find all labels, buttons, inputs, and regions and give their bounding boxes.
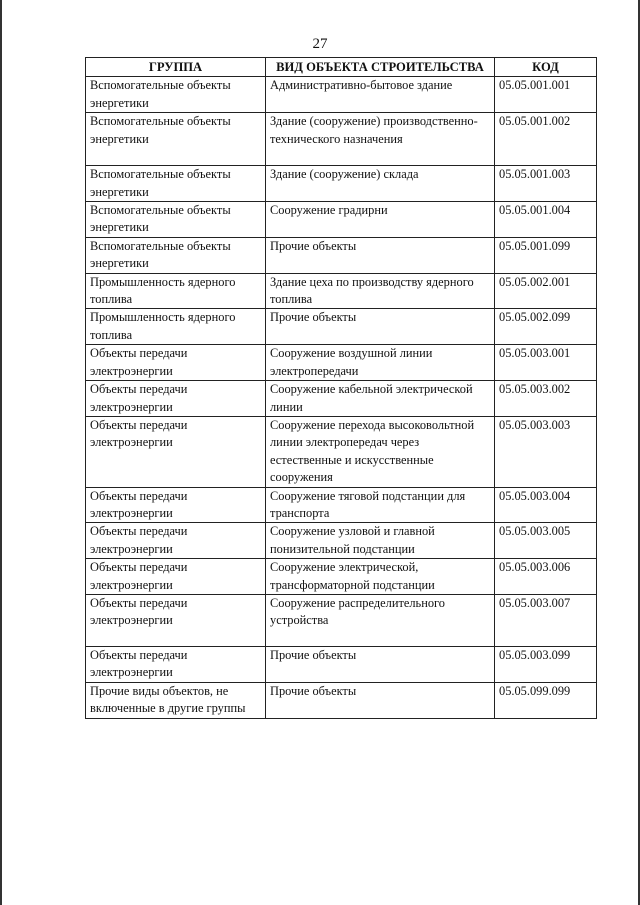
cell-object-type: Сооружение кабельной электрической линии (266, 381, 495, 417)
cell-group: Объекты передачи электроэнергии (86, 559, 266, 595)
table-row (86, 416, 597, 487)
table-row (86, 559, 597, 595)
header-group: ГРУППА (86, 58, 266, 77)
cell-group: Объекты передачи электроэнергии (86, 594, 266, 646)
cell-code: 05.05.001.099 (495, 237, 597, 273)
cell-object-type: Сооружение градирни (266, 202, 495, 238)
scan-left-edge (0, 0, 2, 905)
cell-code: 05.05.001.002 (495, 113, 597, 166)
cell-group: Вспомогательные объекты энергетики (86, 166, 266, 202)
table-body (86, 77, 597, 718)
cell-object-type: Сооружение узловой и главной понизительной подстанции (266, 523, 495, 559)
cell-object-type: Прочие объекты (266, 237, 495, 273)
cell-group: Объекты передачи электроэнергии (86, 487, 266, 523)
header-code: КОД (495, 58, 597, 77)
cell-object-type: Сооружение воздушной линии электропередачи (266, 345, 495, 381)
cell-object-type: Прочие объекты (266, 309, 495, 345)
cell-code: 05.05.002.099 (495, 309, 597, 345)
cell-group: Объекты передачи электроэнергии (86, 345, 266, 381)
cell-code: 05.05.003.001 (495, 345, 597, 381)
cell-code: 05.05.003.004 (495, 487, 597, 523)
table-row (86, 345, 597, 381)
header-object-type: ВИД ОБЪЕКТА СТРОИТЕЛЬСТВА (266, 58, 495, 77)
cell-code: 05.05.003.006 (495, 559, 597, 595)
cell-group: Вспомогательные объекты энергетики (86, 237, 266, 273)
cell-group: Промышленность ядерного топлива (86, 309, 266, 345)
cell-object-type: Здание (сооружение) склада (266, 166, 495, 202)
cell-group: Объекты передачи электроэнергии (86, 646, 266, 682)
cell-group: Промышленность ядерного топлива (86, 273, 266, 309)
cell-object-type: Сооружение тяговой подстанции для транспорта (266, 487, 495, 523)
table-row (86, 487, 597, 523)
table-row (86, 594, 597, 646)
cell-code: 05.05.002.001 (495, 273, 597, 309)
cell-object-type: Прочие объекты (266, 646, 495, 682)
cell-group: Объекты передачи электроэнергии (86, 381, 266, 417)
cell-object-type: Сооружение распределительного устройства (266, 594, 495, 646)
cell-group: Вспомогательные объекты энергетики (86, 202, 266, 238)
table-row (86, 309, 597, 345)
cell-code: 05.05.003.002 (495, 381, 597, 417)
cell-object-type: Прочие объекты (266, 682, 495, 718)
table-row (86, 166, 597, 202)
cell-object-type: Здание цеха по производству ядерного топлива (266, 273, 495, 309)
cell-code: 05.05.099.099 (495, 682, 597, 718)
cell-group: Объекты передачи электроэнергии (86, 523, 266, 559)
table-row (86, 682, 597, 718)
table-row (86, 77, 597, 113)
cell-code: 05.05.003.099 (495, 646, 597, 682)
cell-code: 05.05.003.003 (495, 416, 597, 487)
table-header-row (86, 58, 597, 77)
table-row (86, 646, 597, 682)
cell-object-type: Здание (сооружение) производственно-технического назначения (266, 113, 495, 166)
construction-types-table (85, 57, 597, 719)
table-row (86, 523, 597, 559)
cell-object-type: Сооружение электрической, трансформаторной подстанции (266, 559, 495, 595)
cell-group: Вспомогательные объекты энергетики (86, 113, 266, 166)
cell-group: Объекты передачи электроэнергии (86, 416, 266, 487)
table-row (86, 202, 597, 238)
cell-code: 05.05.001.001 (495, 77, 597, 113)
cell-group: Прочие виды объектов, не включенные в другие группы (86, 682, 266, 718)
table-row (86, 273, 597, 309)
table-row (86, 237, 597, 273)
table-row (86, 113, 597, 166)
cell-code: 05.05.003.007 (495, 594, 597, 646)
table-row (86, 381, 597, 417)
cell-code: 05.05.001.003 (495, 166, 597, 202)
cell-code: 05.05.001.004 (495, 202, 597, 238)
page-number: 27 (312, 36, 328, 52)
cell-group: Вспомогательные объекты энергетики (86, 77, 266, 113)
cell-object-type: Сооружение перехода высоковольтной линии электропередач через естественные и искусственные сооружения (266, 416, 495, 487)
cell-code: 05.05.003.005 (495, 523, 597, 559)
cell-object-type: Административно-бытовое здание (266, 77, 495, 113)
